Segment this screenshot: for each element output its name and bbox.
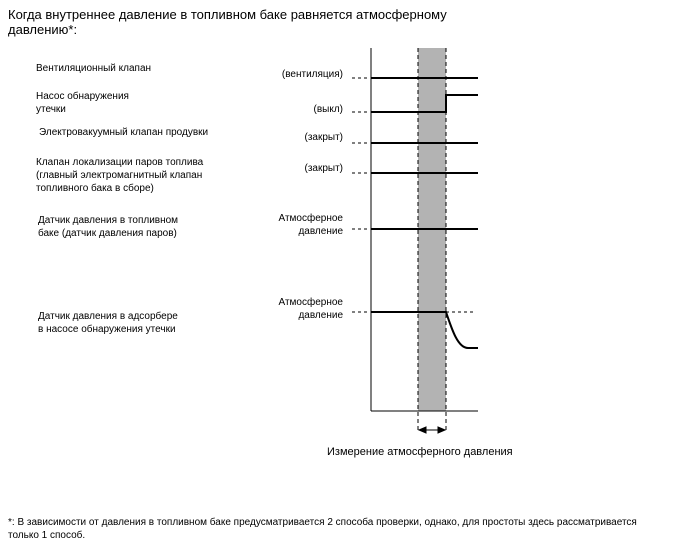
state-atmospheric-tank: Атмосферное давление (278, 213, 343, 237)
state-off: (выкл) (313, 104, 343, 115)
label-leak-detection-pump: Насос обнаружения утечки (36, 91, 129, 115)
measurement-label: Измерение атмосферного давления (327, 446, 513, 458)
diagram-title: Когда внутреннее давление в топливном баке равняется атмосферному давлению*: (8, 7, 447, 37)
label-canister-pressure-sensor: Датчик давления в адсорбере в насосе обнаружения утечки (38, 311, 178, 335)
label-vent-valve: Вентиляционный клапан (36, 63, 152, 74)
level-ticks (352, 78, 370, 312)
label-vapor-containment-valve: Клапан локализации паров топлива (главный электромагнитный клапан топливного бака в сборе) (36, 157, 204, 194)
footnote: *: В зависимости от давления в топливном баке предусматривается 2 способа проверки, однако, для простоты здесь рассматривается только 1 способ. (8, 517, 637, 541)
measurement-arrow (419, 427, 445, 433)
state-vent: (вентиляция) (281, 69, 343, 80)
label-purge-vsv: Электровакуумный клапан продувки (39, 127, 209, 138)
state-atmospheric-canister: Атмосферное давление (278, 297, 343, 321)
label-fuel-tank-pressure-sensor: Датчик давления в топливном баке (датчик давления паров) (38, 215, 179, 239)
state-closed-containment: (закрыт) (304, 163, 343, 174)
state-closed-purge: (закрыт) (304, 132, 343, 143)
